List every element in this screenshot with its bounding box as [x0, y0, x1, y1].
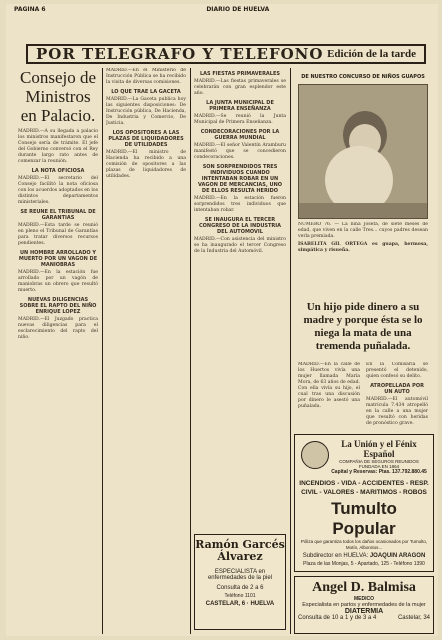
ad-balmisa-address: Castelar, 34 — [397, 615, 430, 621]
subhead: LO QUE TRAE LA GACETA — [111, 89, 181, 95]
baby-photo — [298, 84, 428, 219]
ad-balmisa — [294, 576, 434, 634]
ad-garces-address: CASTELAR, 6 · HUELVA — [205, 601, 275, 607]
article-text: MADRID.—El Juzgado practica nuevas diligencias para el esclarecimiento del rapto del niño. — [18, 317, 98, 340]
article-text: MADRID.—Se reunió la Junta Municipal de Primera Enseñanza. — [194, 114, 286, 125]
column-3 — [194, 68, 286, 530]
column-1 — [18, 68, 98, 634]
article-text: MADRID.—La Gaceta publica hoy las siguientes disposiciones: De Instrucción pública, De Hacienda, De Industria y Comercio, De Justicia. — [106, 97, 186, 126]
photo-child-name: ISABELITA GIL ORTEGA es guapa, hermosa, simpática y risueña. — [298, 242, 428, 253]
column-rule — [290, 68, 291, 634]
ad-balmisa-hours: Consulta de 10 a 1 y de 3 a 4 — [298, 615, 377, 621]
banner-edition: Edición de la tarde — [327, 48, 416, 60]
subhead: SON SORPRENDIDOS TRES INDIVIDUOS CUANDO INTENTABAN ROBAR EN UN VAGON DE MERCANCIAS, UNO DE ELLOS RESULTA HERIDO — [197, 164, 283, 194]
ad-union-company: La Unión y el Fénix Español — [341, 439, 417, 459]
column-rule — [190, 68, 191, 634]
subhead: NUEVAS DILIGENCIAS SOBRE EL RAPTO DEL NIÑO ENRIQUE LOPEZ — [19, 297, 97, 315]
subhead: LOS OPOSITORES A LAS PLAZAS DE LIQUIDADORES DE UTILIDADES — [108, 130, 184, 148]
column-4b — [366, 362, 428, 432]
ad-balmisa-footer — [298, 615, 430, 621]
article-text: MADRID.—En el Ministerio de Instrucción Pública se ha recibido la visita de diversas comisiones. — [106, 68, 186, 85]
subhead: SE INAUGURA EL TERCER CONGRESO DE LA INDUSTRIA DEL AUTOMOVIL — [198, 217, 282, 235]
headline-consejo: Consejo de Ministros en Palacio. — [19, 68, 97, 125]
page-number: PAGINA 6 — [14, 6, 46, 13]
ad-union-agent-row: Subdirector en HUELVA: JOAQUIN ARAGON — [302, 553, 426, 559]
subhead: UN HOMBRE ARROLLADO Y MUERTO POR UN VAGON DE MANIOBRAS — [18, 250, 98, 268]
ad-garces-name: Ramón Garcés Álvarez — [195, 538, 285, 563]
ad-union-founded: FUNDADA EN 1864 — [358, 464, 400, 469]
ad-union-fenix — [294, 434, 434, 572]
page-header — [14, 6, 430, 16]
article-text: MADRID.—El secretario del Consejo facilitó la nota oficiosa con los acuerdos adoptados en los distintos departamentos ministeriales. — [18, 176, 98, 205]
subhead: ATROPELLADA POR UN AUTO — [370, 383, 424, 395]
article-text: MADRID.—El ministro de Hacienda ha recibido a una comisión de opositores a las plazas de liquidadores de utilidades. — [106, 150, 186, 179]
baby-photo-image — [299, 85, 427, 218]
ad-balmisa-name: Angel D. Balmisa — [312, 580, 416, 595]
article-text: En la Comisaría se presentó el detenido, quien confesó su delito. — [366, 362, 428, 379]
photo-description: NUMERO 76. — La niña Josefa, de siete meses de edad, que viven en la calle Tres... cuyos padres desean verla premiada. — [298, 222, 428, 239]
article-text: MADRID.—Con asistencia del ministro se ha inaugurado el tercer Congreso de la Industria del Automóvil. — [194, 237, 286, 254]
photo-caption-title: DE NUESTRO CONCURSO DE NIÑOS GUAPOS — [301, 74, 425, 80]
column-4a — [298, 362, 360, 432]
ad-balmisa-spec: Especialista en partos y enfermedades de la mujer — [302, 602, 426, 608]
ad-union-address: Plaza de las Monjas, 5 - Apartado, 125 - Teléfono 1390 — [303, 561, 425, 567]
ad-union-product: Tumulto Popular — [331, 499, 397, 538]
article-text: MADRID.—A su llegada a palacio los ministros manifestaron que el Consejo sería de trámite. El jefe del Gobierno conversó con el Rey durante largo rato antes de comenzar la reunión. — [18, 129, 98, 164]
subhead: LAS FIESTAS PRIMAVERALES — [199, 71, 280, 77]
ad-union-subtitle: COMPAÑIA DE SEGUROS REUNIDOS — [339, 459, 419, 464]
article-text: MADRID.—En la calle de los Huertos vivía una mujer llamada María Mora, de 63 años de edad. Con ella vivía su hijo, el cual tras una discusión por dinero le asestó una puñalada. — [298, 362, 360, 409]
section-banner — [26, 44, 426, 64]
ad-union-desc: Póliza que garantiza todos los daños ocasionados por Tumulto, Motín, Alborotos... — [300, 539, 428, 550]
subhead: CONDECORACIONES POR LA GUERRA MUNDIAL — [200, 129, 280, 141]
seal-icon — [301, 441, 329, 469]
ad-garces — [194, 534, 286, 630]
newspaper-page — [6, 4, 438, 636]
article-text: MADRID.—Las fiestas primaverales se celebrarán con gran esplendor este año. — [194, 79, 286, 96]
ad-balmisa-brand: DIATERMIA — [344, 608, 384, 615]
column-2 — [106, 68, 186, 634]
ad-union-capital: Capital y Reservas: Ptas. 137.792.880.45 — [331, 469, 427, 475]
ad-garces-hours: Consulta de 2 a 6 — [216, 585, 264, 591]
subhead: LA JUNTA MUNICIPAL DE PRIMERA ENSEÑANZA — [206, 100, 274, 112]
article-text: MADRID.—Esta tarde se reunió en pleno el Tribunal de Garantías para tratar diversos recursos pendientes. — [18, 223, 98, 246]
banner-title: POR TELEGRAFO Y TELEFONO — [36, 45, 324, 63]
ad-garces-phone: Teléfono 1101 — [224, 593, 256, 599]
paper-name: DIARIO DE HUELVA — [206, 6, 270, 13]
ad-balmisa-title: MEDICO — [354, 596, 374, 602]
subhead: LA NOTA OFICIOSA — [31, 168, 85, 174]
ad-garces-spec: ESPECIALISTA en enfermedades de la piel — [207, 569, 273, 581]
article-text: MADRID.—El automóvil matrícula 7.434 atropelló en la calle a una mujer que resultó con heridas de pronóstico grave. — [366, 397, 428, 426]
article-text: MADRID.—El señor Valentín Aramburu manifestó que se concedieron condecoraciones. — [194, 143, 286, 160]
article-text: MADRID.—En la estación fue arrollado por un vagón de maniobras un obrero que resultó muerto. — [18, 270, 98, 293]
subhead: SE REUNE EL TRIBUNAL DE GARANTIAS — [20, 209, 96, 221]
article-text: MADRID.—En la estación fueron sorprendidos tres individuos que intentaban robar. — [194, 196, 286, 213]
column-rule — [102, 68, 103, 634]
ad-union-lines: INCENDIOS - VIDA - ACCIDENTES - RESP. CIVIL - VALORES - MARITIMOS - ROBOS — [299, 480, 429, 496]
headline-hijo: Un hijo pide dinero a su madre y porque ésta se lo niega la mata de una tremenda puñalada. — [303, 301, 423, 352]
photo-text — [298, 222, 428, 298]
